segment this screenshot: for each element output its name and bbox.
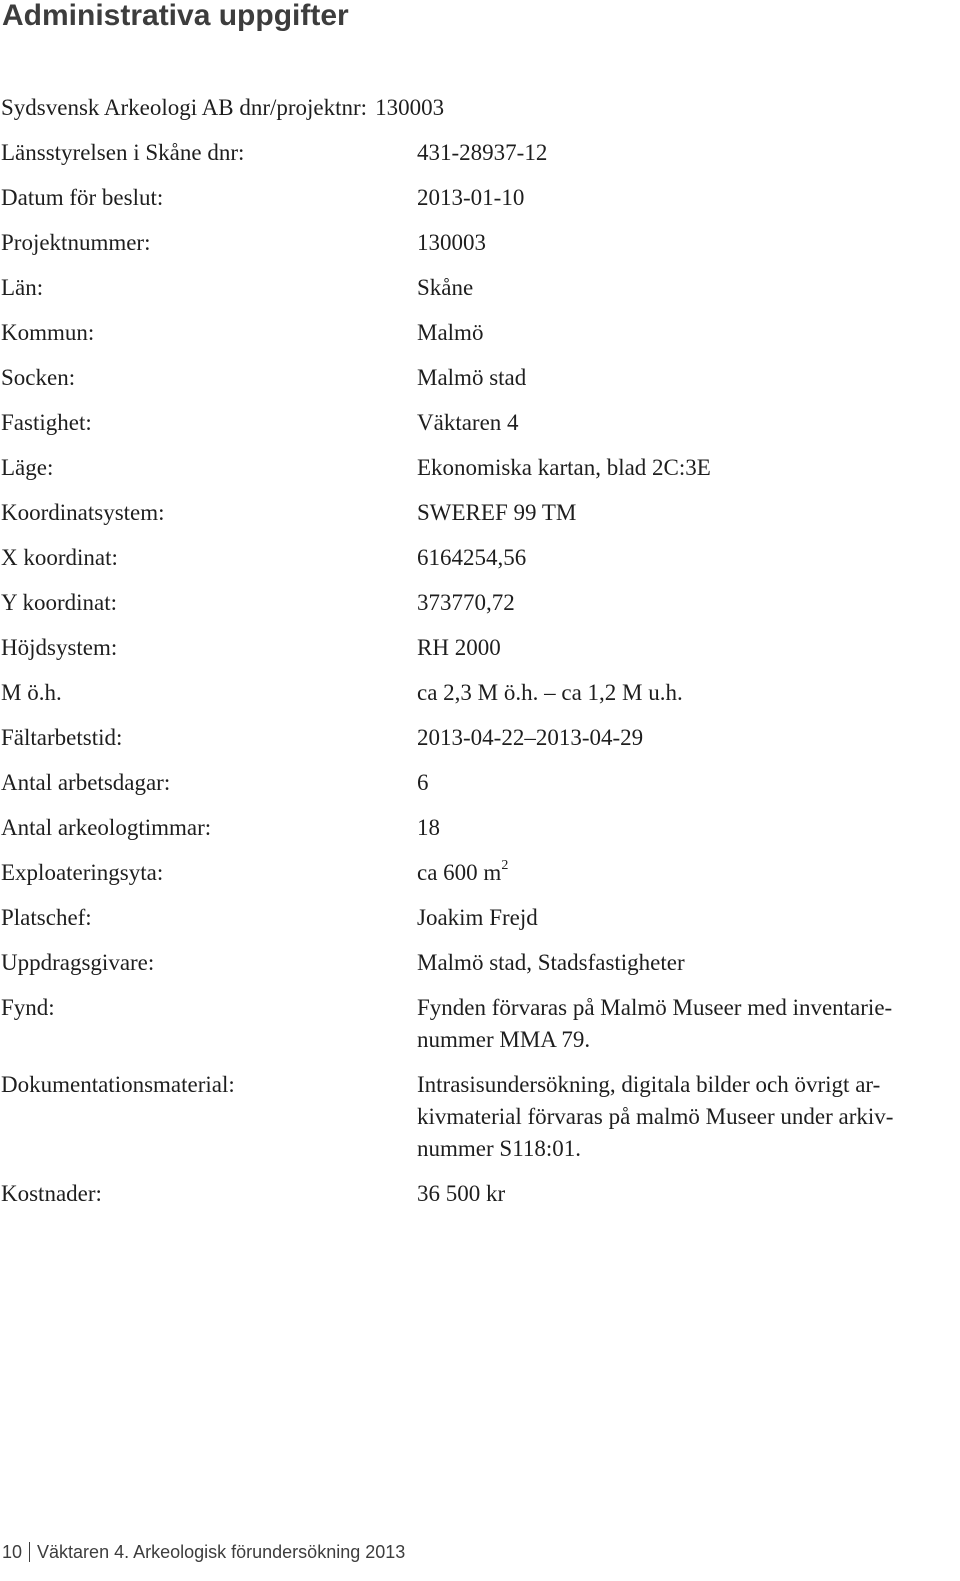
label-timmar: Antal arkeologtimmar: bbox=[1, 815, 212, 840]
row-timmar bbox=[0, 812, 960, 857]
value-hojd: RH 2000 bbox=[417, 635, 501, 660]
row-yta bbox=[0, 857, 960, 902]
label-lan: Län: bbox=[1, 275, 44, 300]
row-socken bbox=[0, 362, 960, 407]
value-x: 6164254,56 bbox=[417, 545, 527, 570]
label-lage: Läge: bbox=[1, 455, 54, 480]
value-fastighet: Väktaren 4 bbox=[417, 410, 519, 435]
page-footer bbox=[2, 1540, 405, 1564]
label-arbetsdagar: Antal arbetsdagar: bbox=[1, 770, 171, 795]
label-fynd: Fynd: bbox=[1, 995, 55, 1020]
label-moh: M ö.h. bbox=[1, 680, 62, 705]
value-koordsys: SWEREF 99 TM bbox=[417, 500, 577, 525]
value-fynd bbox=[417, 992, 960, 1056]
row-x bbox=[0, 542, 960, 587]
label-kostnader: Kostnader: bbox=[1, 1181, 102, 1206]
value-lst: 431-28937-12 bbox=[417, 140, 548, 165]
row-lan bbox=[0, 272, 960, 317]
row-hojd bbox=[0, 632, 960, 677]
value-dok bbox=[417, 1069, 960, 1165]
label-dok: Dokumentationsmaterial: bbox=[1, 1072, 235, 1097]
label-faltarbetstid: Fältarbetstid: bbox=[1, 725, 123, 750]
row-arbetsdagar bbox=[0, 767, 960, 812]
value-socken: Malmö stad bbox=[417, 365, 527, 390]
value-y: 373770,72 bbox=[417, 590, 515, 615]
row-y bbox=[0, 587, 960, 632]
admin-data-list bbox=[0, 92, 960, 1223]
row-lage bbox=[0, 452, 960, 497]
row-dok bbox=[0, 1069, 960, 1178]
value-platschef: Joakim Frejd bbox=[417, 905, 538, 930]
value-lan: Skåne bbox=[417, 275, 474, 300]
value-timmar: 18 bbox=[417, 815, 440, 840]
value-yta bbox=[417, 857, 960, 889]
value-moh: ca 2,3 M ö.h. – ca 1,2 M u.h. bbox=[417, 680, 683, 705]
value-lage: Ekonomiska kartan, blad 2C:3E bbox=[417, 455, 711, 480]
label-yta: Exploateringsyta: bbox=[1, 860, 164, 885]
row-lst bbox=[0, 137, 960, 182]
label-platschef: Platschef: bbox=[1, 905, 92, 930]
label-uppdrag: Uppdragsgivare: bbox=[1, 950, 155, 975]
label-koordsys: Koordinatsystem: bbox=[1, 500, 165, 525]
row-kommun bbox=[0, 317, 960, 362]
label-lst: Länsstyrelsen i Skåne dnr: bbox=[1, 140, 245, 165]
value-datum: 2013-01-10 bbox=[417, 185, 525, 210]
value-kostnader: 36 500 kr bbox=[417, 1181, 506, 1206]
value-projekt: 130003 bbox=[417, 230, 486, 255]
row-dnr bbox=[0, 92, 960, 137]
row-moh bbox=[0, 677, 960, 722]
row-faltarbetstid bbox=[0, 722, 960, 767]
label-datum: Datum för beslut: bbox=[1, 185, 164, 210]
label-socken: Socken: bbox=[1, 365, 76, 390]
value-arbetsdagar: 6 bbox=[417, 770, 429, 795]
label-hojd: Höjdsystem: bbox=[1, 635, 118, 660]
row-fastighet bbox=[0, 407, 960, 452]
value-dnr: 130003 bbox=[375, 95, 445, 120]
value-dok-line-3: nummer S118:01. bbox=[417, 1136, 581, 1161]
value-uppdrag: Malmö stad, Stadsfastigheter bbox=[417, 950, 685, 975]
footer-title: Väktaren 4. Arkeologisk förundersökning 2013 bbox=[37, 1542, 406, 1562]
value-yta-exponent: 2 bbox=[501, 858, 509, 873]
page-heading: Administrativa uppgifter bbox=[2, 0, 349, 32]
label-y: Y koordinat: bbox=[1, 590, 118, 615]
value-fynd-line-2: nummer MMA 79. bbox=[417, 1027, 591, 1052]
row-fynd bbox=[0, 992, 960, 1069]
row-koordsys bbox=[0, 497, 960, 542]
label-dnr: Sydsvensk Arkeologi AB dnr/projektnr: bbox=[1, 95, 368, 120]
page-number: 10 bbox=[2, 1542, 23, 1562]
value-kommun: Malmö bbox=[417, 320, 484, 345]
row-kostnader bbox=[0, 1178, 960, 1223]
value-dok-line-2: kivmaterial förvaras på malmö Museer under arkiv- bbox=[417, 1104, 894, 1129]
value-faltarbetstid: 2013-04-22–2013-04-29 bbox=[417, 725, 644, 750]
footer-separator bbox=[29, 1542, 30, 1562]
label-projekt: Projektnummer: bbox=[1, 230, 151, 255]
row-uppdrag bbox=[0, 947, 960, 992]
value-dok-line-1: Intrasisundersökning, digitala bilder och övrigt ar- bbox=[417, 1072, 881, 1097]
row-platschef bbox=[0, 902, 960, 947]
value-yta-text: ca 600 m bbox=[417, 860, 502, 885]
row-datum bbox=[0, 182, 960, 227]
label-fastighet: Fastighet: bbox=[1, 410, 92, 435]
label-x: X koordinat: bbox=[1, 545, 118, 570]
row-projekt bbox=[0, 227, 960, 272]
value-fynd-line-1: Fynden förvaras på Malmö Museer med inventarie- bbox=[417, 995, 893, 1020]
label-kommun: Kommun: bbox=[1, 320, 95, 345]
